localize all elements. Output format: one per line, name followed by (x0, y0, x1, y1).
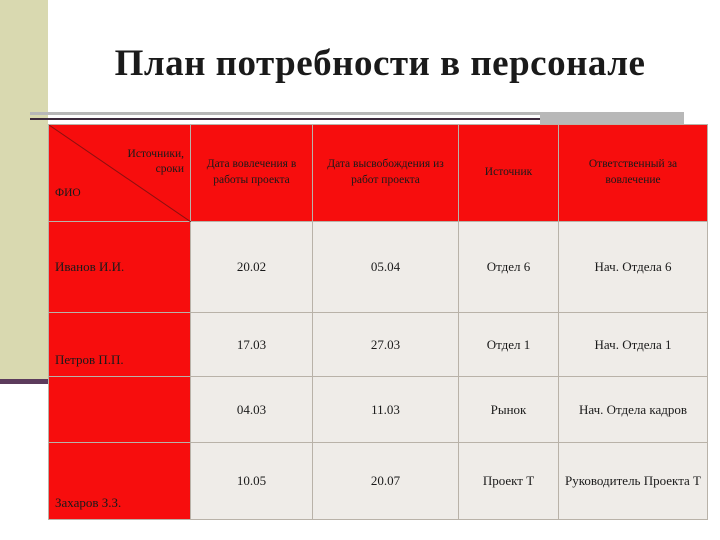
row-responsible-cell: Руководитель Проекта Т (559, 443, 708, 520)
corner-top-line2: сроки (155, 162, 184, 175)
row-name-cell (49, 377, 191, 443)
corner-bottom-label: ФИО (55, 187, 81, 199)
row-start-date-cell: 10.05 (191, 443, 313, 520)
row-responsible-cell: Нач. Отдела 6 (559, 222, 708, 313)
row-name-cell: Петров П.П. (49, 313, 191, 377)
table-row (49, 377, 708, 443)
row-release-date-cell: 27.03 (313, 313, 459, 377)
header-release-date: Дата высвобождения из работ проекта (313, 125, 459, 222)
row-name-cell: Захаров З.З. (49, 443, 191, 520)
corner-header-cell (49, 125, 191, 222)
header-source: Источник (459, 125, 559, 222)
row-release-date-cell: 11.03 (313, 377, 459, 443)
slide-title: План потребности в персонале (114, 43, 646, 84)
left-decor-band (0, 0, 48, 383)
table-row (49, 222, 708, 313)
header-row (49, 125, 708, 222)
header-start-date: Дата вовлечения в работы проекта (191, 125, 313, 222)
title-accent-block (540, 112, 684, 124)
row-source-cell: Проект Т (459, 443, 559, 520)
row-responsible-cell: Нач. Отдела кадров (559, 377, 708, 443)
row-release-date-cell: 20.07 (313, 443, 459, 520)
row-name-cell: Иванов И.И. (49, 222, 191, 313)
row-source-cell: Рынок (459, 377, 559, 443)
header-responsible: Ответственный за вовлечение (559, 125, 708, 222)
corner-top-line1: Источники, (127, 148, 184, 160)
row-start-date-cell: 17.03 (191, 313, 313, 377)
row-source-cell: Отдел 6 (459, 222, 559, 313)
table-row (49, 443, 708, 520)
row-release-date-cell: 05.04 (313, 222, 459, 313)
row-start-date-cell: 04.03 (191, 377, 313, 443)
left-decor-bar (0, 379, 52, 384)
row-responsible-cell: Нач. Отдела 1 (559, 313, 708, 377)
row-source-cell: Отдел 1 (459, 313, 559, 377)
table-row (49, 313, 708, 377)
corner-top-label (128, 147, 184, 177)
staffing-table (48, 124, 707, 519)
row-start-date-cell: 20.02 (191, 222, 313, 313)
